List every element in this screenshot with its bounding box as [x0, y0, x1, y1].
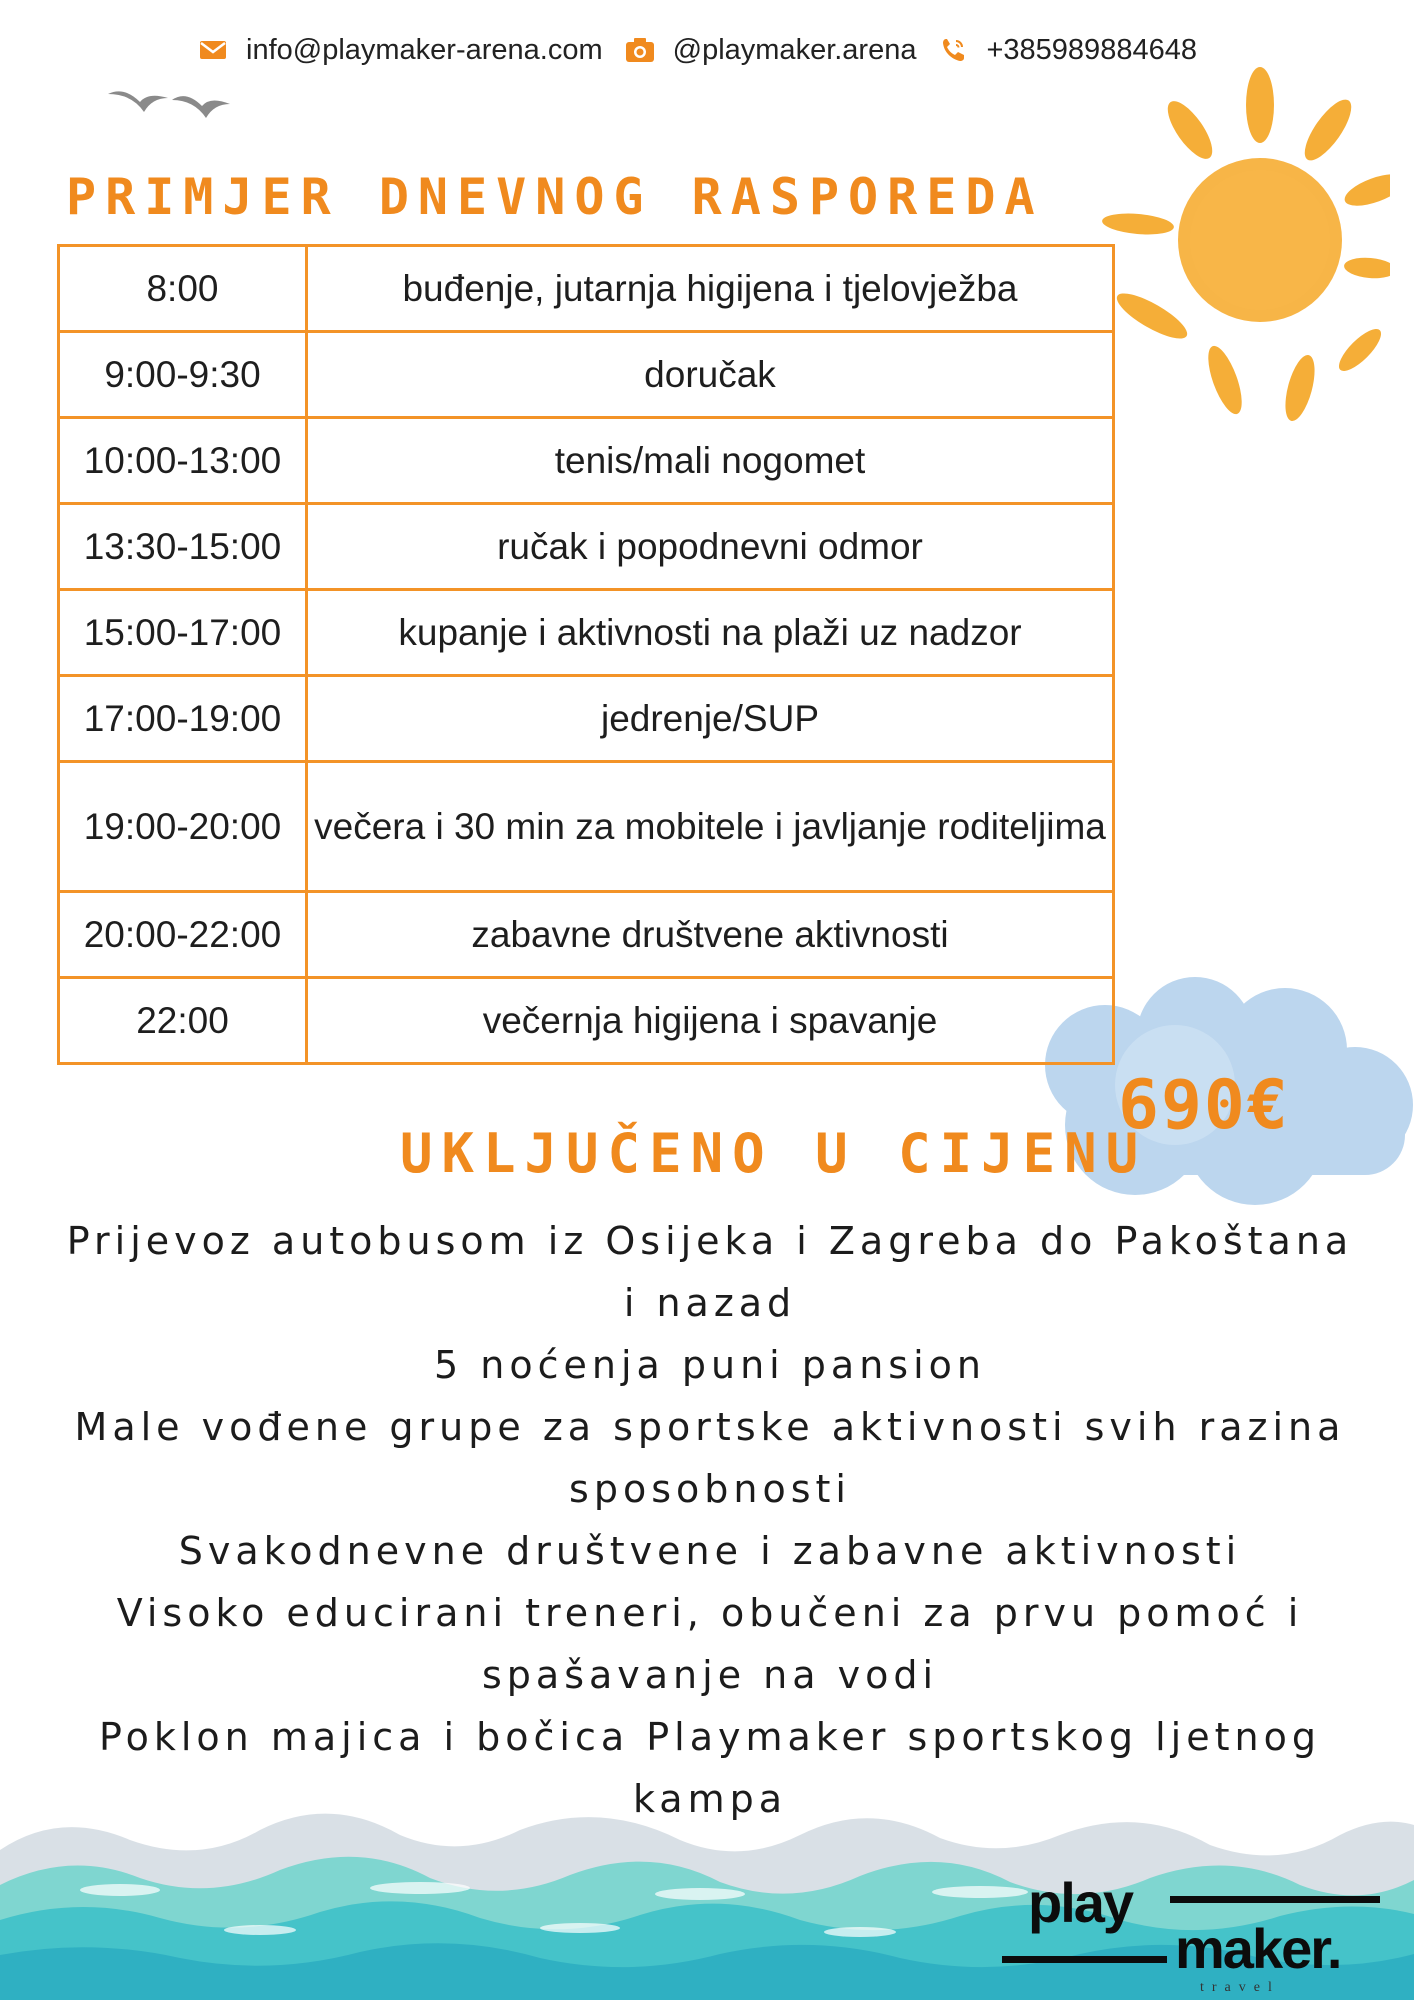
included-list — [60, 1210, 1360, 1830]
instagram-contact[interactable] — [625, 34, 917, 67]
table-row — [59, 504, 1114, 590]
phone-icon — [938, 35, 968, 65]
time-cell: 13:30-15:00 — [59, 504, 307, 590]
list-item: Visoko educirani treneri, obučeni za prvu pomoć i spašavanje na vodi — [116, 1591, 1304, 1697]
camera-icon — [625, 35, 655, 65]
list-item: Svakodnevne društvene i zabavne aktivnosti — [178, 1529, 1242, 1573]
schedule-title: PRIMJER DNEVNOG RASPOREDA — [66, 168, 1044, 226]
activity-cell: večera i 30 min za mobitele i javljanje roditeljima — [307, 762, 1114, 892]
time-cell: 8:00 — [59, 246, 307, 332]
list-item: Male vođene grupe za sportske aktivnosti svih razina sposobnosti — [74, 1405, 1346, 1511]
price-label: 690€ — [1118, 1066, 1290, 1145]
time-cell: 10:00-13:00 — [59, 418, 307, 504]
activity-cell: večernja higijena i spavanje — [307, 978, 1114, 1064]
logo-bar — [1002, 1956, 1167, 1963]
table-row — [59, 892, 1114, 978]
activity-cell: zabavne društvene aktivnosti — [307, 892, 1114, 978]
mail-icon — [198, 35, 228, 65]
list-item: 5 noćenja puni pansion — [434, 1343, 986, 1387]
time-cell: 19:00-20:00 — [59, 762, 307, 892]
table-row — [59, 978, 1114, 1064]
activity-cell: jedrenje/SUP — [307, 676, 1114, 762]
logo-bar — [1170, 1896, 1380, 1903]
included-title: UKLJUČENO U CIJENU — [400, 1122, 1148, 1185]
time-cell: 22:00 — [59, 978, 307, 1064]
time-cell: 17:00-19:00 — [59, 676, 307, 762]
activity-cell: doručak — [307, 332, 1114, 418]
time-cell: 15:00-17:00 — [59, 590, 307, 676]
activity-cell: buđenje, jutarnja higijena i tjelovježba — [307, 246, 1114, 332]
logo-subtitle: travel — [1200, 1980, 1280, 1995]
table-row — [59, 246, 1114, 332]
activity-cell: kupanje i aktivnosti na plaži uz nadzor — [307, 590, 1114, 676]
activity-cell: ručak i popodnevni odmor — [307, 504, 1114, 590]
email-text[interactable]: info@playmaker-arena.com — [246, 33, 603, 66]
schedule-table — [57, 244, 1115, 1065]
instagram-handle[interactable]: @playmaker.arena — [672, 33, 917, 66]
table-row — [59, 676, 1114, 762]
time-cell: 9:00-9:30 — [59, 332, 307, 418]
phone-number[interactable]: +385989884648 — [986, 33, 1197, 66]
table-row — [59, 762, 1114, 892]
table-row — [59, 332, 1114, 418]
email-contact[interactable] — [198, 34, 603, 67]
table-row — [59, 418, 1114, 504]
list-item: Prijevoz autobusom iz Osijeka i Zagreba do Pakoštana i nazad — [66, 1219, 1354, 1325]
logo-word-top: play — [1028, 1871, 1133, 1934]
playmaker-logo — [1000, 1870, 1390, 2000]
time-cell: 20:00-22:00 — [59, 892, 307, 978]
activity-cell: tenis/mali nogomet — [307, 418, 1114, 504]
list-item: Poklon majica i bočica Playmaker sportskog ljetnog kampa — [99, 1715, 1321, 1821]
table-row — [59, 590, 1114, 676]
logo-word-bottom: maker. — [1175, 1917, 1341, 1980]
birds-icon — [106, 80, 266, 130]
